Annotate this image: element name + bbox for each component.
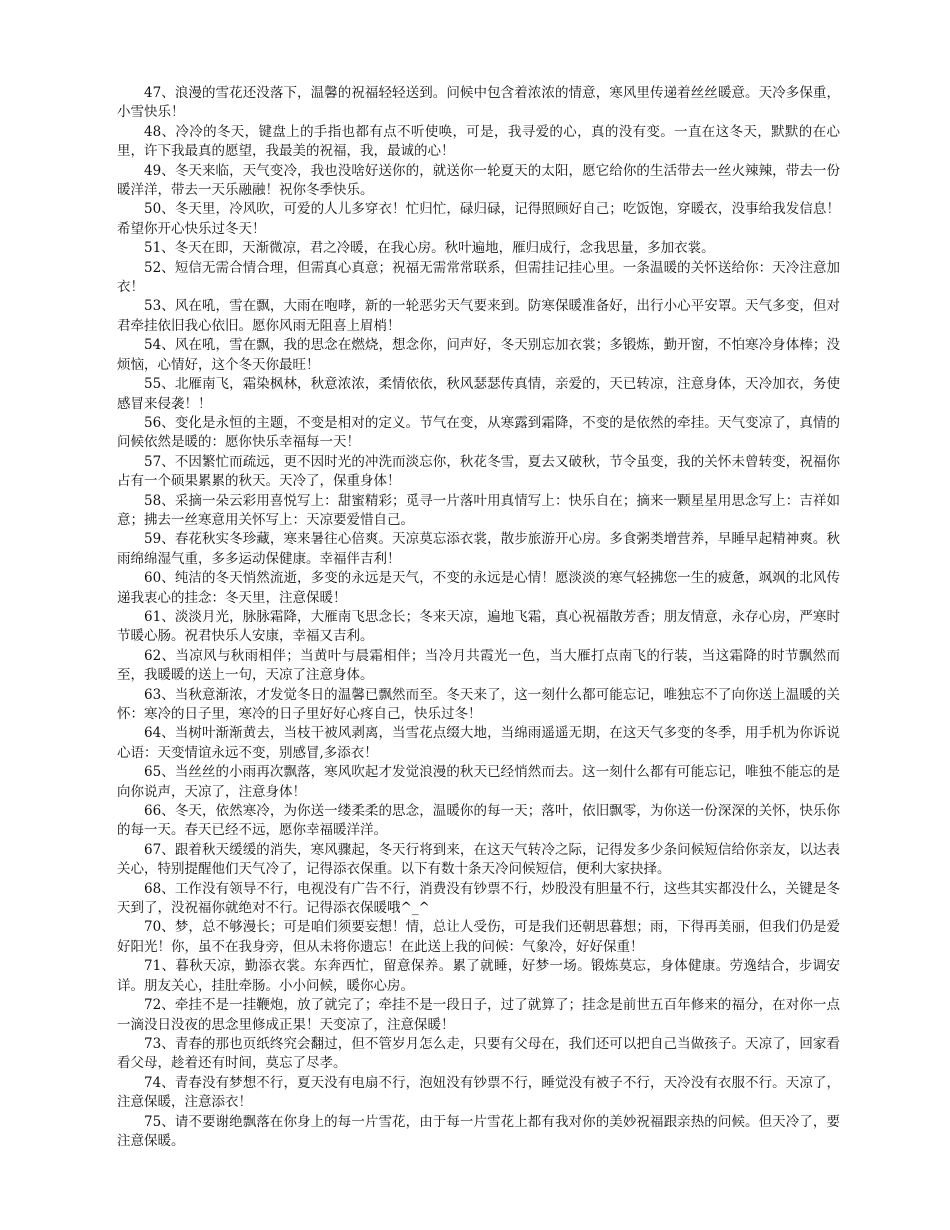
paragraph-74: 74、青春没有梦想不行，夏天没有电扇不行，泡妞没有钞票不行，睡觉没有被子不行，天冷没有衣服不行。天凉了，注意保暖，注意添衣！ — [117, 1074, 840, 1111]
paragraph-52: 52、短信无需合情合理，但需真心真意；祝福无需常常联系，但需挂记挂心里。一条温暖的关怀送给你：天冷注意加衣！ — [117, 259, 840, 296]
paragraph-73: 73、青春的那也页纸终究会翻过，但不管岁月怎么走，只要有父母在，我们还可以把自己当做孩子。天凉了，回家看看父母，趁着还有时间，莫忘了尽孝。 — [117, 1035, 840, 1072]
paragraph-61: 61、淡淡月光，脉脉霜降，大雁南飞思念长；冬来天凉，遍地飞霜，真心祝福散芳香；朋友情意，永存心房，严寒时节暖心肠。祝君快乐人安康，幸福又吉利。 — [117, 608, 840, 645]
paragraph-56: 56、变化是永恒的主题，不变是相对的定义。节气在变，从寒露到霜降，不变的是依然的牵挂。天气变凉了，真情的问候依然是暖的：愿你快乐幸福每一天！ — [117, 414, 840, 451]
paragraph-75: 75、请不要谢绝飘落在你身上的每一片雪花，由于每一片雪花上都有我对你的美妙祝福跟亲热的问候。但天冷了，要注意保暖。 — [117, 1113, 840, 1149]
paragraph-67: 67、跟着秋天缓缓的消失，寒风骤起，冬天行将到来，在这天气转冷之际，记得发多少条问候短信给你亲友，以达表关心，特别提醒他们天气冷了，记得添衣保重。以下有数十条天冷问候短信，便利大家抉择。 — [117, 841, 840, 878]
paragraph-63: 63、当秋意渐浓，才发觉冬日的温馨已飘然而至。冬天来了，这一刻什么都可能忘记，唯独忘不了向你送上温暖的关怀：寒冷的日子里，寒冷的日子里好好心疼自己，快乐过冬！ — [117, 686, 840, 722]
paragraph-58: 58、采摘一朵云彩用喜悦写上：甜蜜精彩；觅寻一片落叶用真情写上：快乐自在；摘来一颗星星用思念写上：吉祥如意；拂去一丝寒意用关怀写上：天凉要爱惜自己。 — [117, 492, 840, 528]
paragraph-48: 48、冷冷的冬天，键盘上的手指也都有点不听使唤，可是，我寻爱的心，真的没有变。一直在这冬天，默默的在心里，许下我最真的愿望，我最美的祝福，我，最诚的心！ — [117, 123, 840, 160]
paragraph-72: 72、牵挂不是一挂鞭炮，放了就完了；牵挂不是一段日子，过了就算了；挂念是前世五百年修来的福分，在对你一点一滴没日没夜的思念里修成正果！天变凉了，注意保暖！ — [117, 997, 840, 1033]
paragraph-57: 57、不因繁忙而疏远，更不因时光的冲洗而淡忘你，秋花冬雪，夏去又破秋，节令虽变，我的关怀未曾转变，祝福你占有一个硕果累累的秋天。天冷了，保重身体！ — [117, 453, 840, 490]
paragraph-65: 65、当丝丝的小雨再次飘落，寒风吹起才发觉浪漫的秋天已经悄然而去。这一刻什么都有可能忘记，唯独不能忘的是向你说声，天凉了，注意身体！ — [117, 764, 840, 800]
paragraph-66: 66、冬天，依然寒冷，为你送一缕柔柔的思念，温暖你的每一天；落叶，依旧飘零，为你送一份深深的关怀，快乐你的每一天。春天已经不远，愿你幸福暖洋洋。 — [117, 803, 840, 839]
paragraph-70: 70、梦，总不够漫长；可是咱们须要妄想！情，总让人受伤，可是我们还朝思暮想；雨，下得再美丽，但我们仍是爱好阳光！你，虽不在我身旁，但从未将你遗忘！在此送上我的问候：气象冷，好好保重！ — [117, 919, 840, 955]
paragraph-60: 60、纯洁的冬天悄然流逝，多变的永远是天气，不变的永远是心情！愿淡淡的寒气轻拂您一生的疲惫，飒飒的北风传递我衷心的挂念：冬天里，注意保暖！ — [117, 570, 840, 606]
paragraph-47: 47、浪漫的雪花还没落下，温馨的祝福轻轻送到。问候中包含着浓浓的情意，寒风里传递着丝丝暖意。天冷多保重，小雪快乐！ — [117, 85, 840, 121]
paragraph-68: 68、工作没有领导不行，电视没有广告不行，消费没有钞票不行，炒股没有胆量不行，这些其实都没什么，关键是冬天到了，没祝福你就绝对不行。记得添衣保暖哦^_^ — [117, 880, 840, 917]
paragraph-51: 51、冬天在即，天渐微凉，君之冷暖，在我心房。秋叶遍地，雁归成行，念我思量，多加衣裳。 — [144, 240, 715, 257]
paragraph-49: 49、冬天来临，天气变冷，我也没啥好送你的，就送你一轮夏天的太阳，愿它给你的生活带去一丝火辣辣，带去一份暖洋洋，带去一天乐融融！祝你冬季快乐。 — [117, 162, 840, 199]
paragraph-50: 50、冬天里，冷风吹，可爱的人儿多穿衣！忙归忙，碌归碌，记得照顾好自己；吃饭饱，穿暖衣，没事给我发信息！希望你开心快乐过冬天！ — [117, 201, 840, 237]
paragraph-59: 59、春花秋实冬珍藏，寒来暑往心倍爽。天凉莫忘添衣裳，散步旅游开心房。多食粥类增营养，早睡早起精神爽。秋雨绵绵湿气重，多多运动保健康。幸福伴吉利！ — [117, 531, 840, 567]
paragraph-62: 62、当凉风与秋雨相伴；当黄叶与晨霜相伴；当冷月共霞光一色，当大雁打点南飞的行装，当这霜降的时节飘然而至，我暖暖的送上一句，天凉了注意身体。 — [117, 647, 840, 684]
paragraph-54: 54、风在吼，雪在飘，我的思念在燃烧，想念你，问声好，冬天别忘加衣裳；多锻炼，勤开窗，不怕寒冷身体棒；没烦恼，心情好，这个冬天你最旺！ — [117, 337, 840, 373]
paragraph-55: 55、北雁南飞，霜染枫林，秋意浓浓，柔情依依，秋风瑟瑟传真情，亲爱的，天已转凉，注意身体，天冷加衣，务使感冒来侵袭！！ — [117, 376, 840, 412]
paragraph-53: 53、风在吼，雪在飘，大雨在咆哮，新的一轮恶劣天气要来到。防寒保暖准备好，出行小心平安罩。天气多变，但对君牵挂依旧我心依旧。愿你风雨无阻喜上眉梢！ — [117, 298, 840, 334]
paragraph-71: 71、暮秋天凉，勤添衣裳。东奔西忙，留意保养。累了就睡，好梦一场。锻炼莫忘，身体健康。劳逸结合，步调安详。朋友关心，挂肚牵肠。小小问候，暖你心房。 — [117, 958, 840, 994]
paragraph-64: 64、当树叶渐渐黄去，当枝干被风剥离，当雪花点缀大地，当绵雨遥遥无期，在这天气多变的冬季，用手机为你诉说心语：天变情谊永远不变，别感冒,多添衣！ — [117, 725, 840, 761]
document-body — [117, 84, 840, 1151]
